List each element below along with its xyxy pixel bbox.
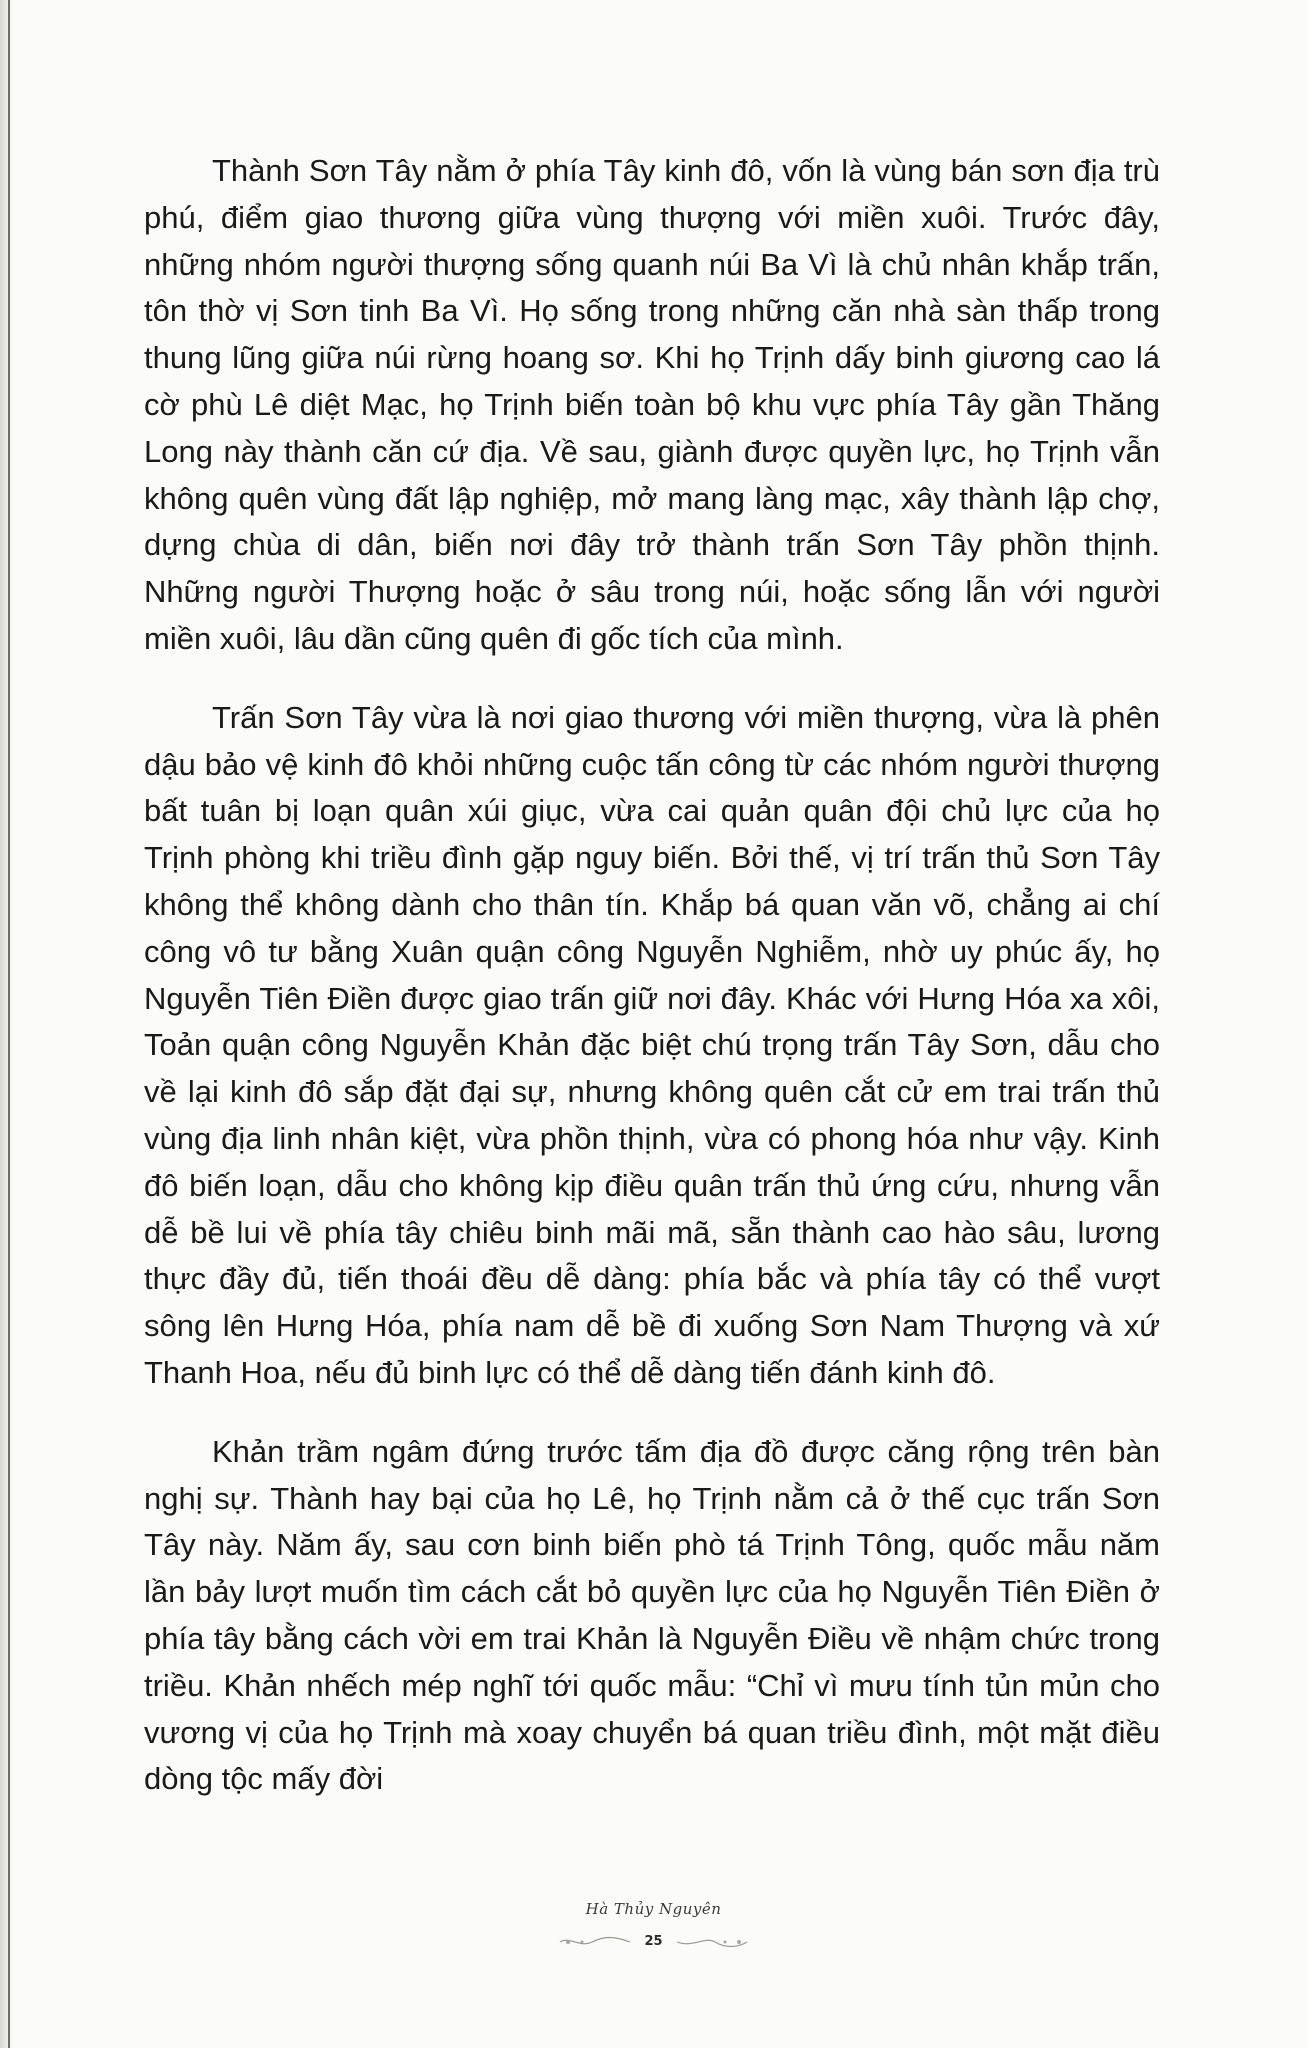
left-ornament-icon [558,1935,632,1949]
paragraph-2: Trấn Sơn Tây vừa là nơi giao thương với miền thượng, vừa là phên dậu bảo vệ kinh đô khỏi những cuộc tấn công từ các nhóm người thượng bất tuân bị loạn quân xúi giục, vừa cai quản quân đội chủ lực của họ Trịnh phòng khi triều đình gặp nguy biến. Bởi thế, vị trí trấn thủ Sơn Tây không thể không dành cho thân tín. Khắp bá quan văn võ, chẳng ai chí công vô tư bằng Xuân quận công Nguyễn Nghiễm, nhờ uy phúc ấy, họ Nguyễn Tiên Điền được giao trấn giữ nơi đây. Khác với Hưng Hóa xa xôi, Toản quận công Nguyễn Khản đặc biệt chú trọng trấn Tây Sơn, dẫu cho về lại kinh đô sắp đặt đại sự, nhưng không quên cắt cử em trai trấn thủ vùng địa linh nhân kiệt, vừa phồn thịnh, vừa có phong hóa như vậy. Kinh đô biến loạn, dẫu cho không kịp điều quân trấn thủ ứng cứu, nhưng vẫn dễ bề lui về phía tây chiêu binh mãi mã, sẵn thành cao hào sâu, lương thực đầy đủ, tiến thoái đều dễ dàng: phía bắc và phía tây có thể vượt sông lên Hưng Hóa, phía nam dễ bề đi xuống Sơn Nam Thượng và xứ Thanh Hoa, nếu đủ binh lực có thể dễ dàng tiến đánh kinh đô. [144,699,1160,1390]
page-footer [0,1934,1307,1949]
page-body [144,148,1160,1803]
footer-author: Hà Thủy Nguyên [585,1900,722,1918]
binding-line [8,0,10,2048]
page-number: 25 [644,1934,663,1949]
book-binding-edge [0,0,14,2048]
paragraph-3: Khản trầm ngâm đứng trước tấm địa đồ được căng rộng trên bàn nghị sự. Thành hay bại của họ Lê, họ Trịnh nằm cả ở thế cục trấn Sơn Tây này. Năm ấy, sau cơn binh biến phò tá Trịnh Tông, quốc mẫu năm lần bảy lượt muốn tìm cách cắt bỏ quyền lực của họ Nguyễn Tiên Điền ở phía tây bằng cách vời em trai Khản là Nguyễn Điều về nhậm chức trong triều. Khản nhếch mép nghĩ tới quốc mẫu: “Chỉ vì mưu tính tủn mủn cho vương vị của họ Trịnh mà xoay chuyển bá quan triều đình, một mặt điều dòng tộc mấy đời [144,1433,1160,1797]
paragraph-1: Thành Sơn Tây nằm ở phía Tây kinh đô, vốn là vùng bán sơn địa trù phú, điểm giao thương giữa vùng thượng với miền xuôi. Trước đây, những nhóm người thượng sống quanh núi Ba Vì là chủ nhân khắp trấn, tôn thờ vị Sơn tinh Ba Vì. Họ sống trong những căn nhà sàn thấp trong thung lũng giữa núi rừng hoang sơ. Khi họ Trịnh dấy binh giương cao lá cờ phù Lê diệt Mạc, họ Trịnh biến toàn bộ khu vực phía Tây gần Thăng Long này thành căn cứ địa. Về sau, giành được quyền lực, họ Trịnh vẫn không quên vùng đất lập nghiệp, mở mang làng mạc, xây thành lập chợ, dựng chùa di dân, biến nơi đây trở thành trấn Sơn Tây phồn thịnh. Những người Thượng hoặc ở sâu trong núi, hoặc sống lẫn với người miền xuôi, lâu dần cũng quên đi gốc tích của mình. [144,153,1160,656]
right-ornament-icon [675,1935,749,1949]
